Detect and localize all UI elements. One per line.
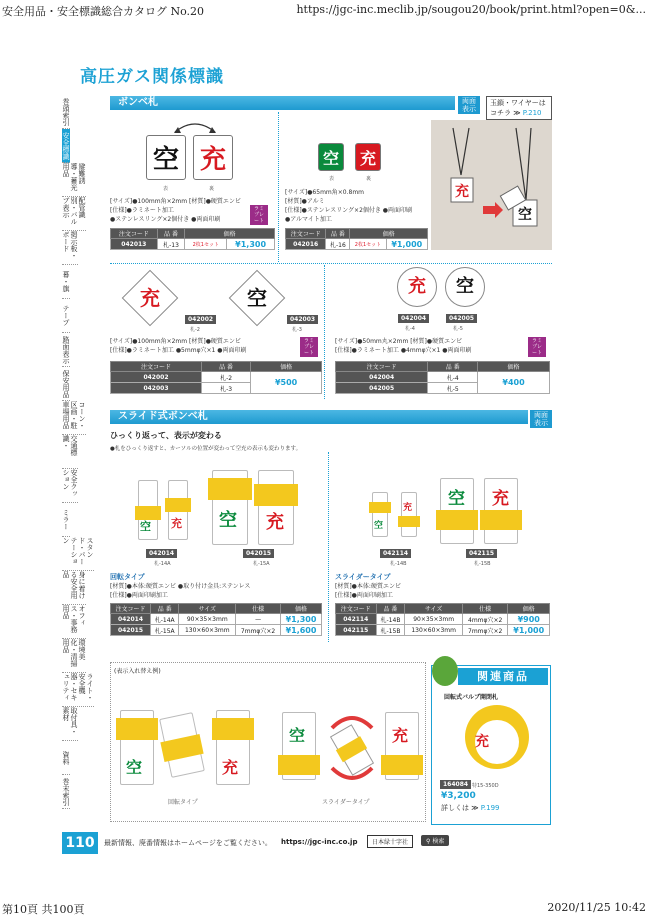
sidebar-tab[interactable]: ミラー [62, 503, 70, 537]
page-title: 高圧ガス関係標識 [80, 67, 224, 87]
print-datetime: 2020/11/25 10:42 [547, 901, 646, 914]
slide-lead: ひっくり返って、表示が変わる [110, 431, 222, 440]
sidebar-tab[interactable]: テープ [62, 299, 70, 333]
sidebar-tab[interactable]: 交通標識・ [62, 435, 78, 469]
sidebar-tab[interactable]: 保安用品 [62, 367, 70, 401]
search-icon: ⚲ [426, 838, 433, 845]
p2-sign-back: 充 [355, 143, 381, 171]
p4-price: ¥400 [478, 372, 550, 394]
sidebar-tab[interactable]: 路面表示 [62, 333, 70, 367]
p2-order-table: 注文コード 品 番 価格 042016 札-16 2枚1セット ¥1,000 [285, 228, 428, 250]
footer-brand[interactable]: 日本緑十字社 [367, 835, 413, 848]
slider-type-title: スライダータイプ [335, 573, 391, 581]
p4-order-table: 注文コード 品 番 価格 042004 札-4 ¥400 042005 札-5 [335, 361, 550, 394]
related-label: 玉鎖・ワイヤーは [490, 99, 546, 107]
slide-right-table: 注文コード 品 番 サイズ 仕様 価格 042114 札-14B 90×35×3mm 4mmφ穴×2 ¥900 042115 札-15B 130×60×3mm 7mmφ穴×2 ¥1,000 [335, 603, 550, 636]
sidebar-tab[interactable]: コーン・区画・駐車場用品 [62, 401, 86, 435]
page-info: 第10頁 共100頁 [2, 903, 85, 916]
sidebar-tab[interactable]: 安全クッション [62, 469, 78, 503]
p1-order-table: 注文コード 品 番 価格 042013 札-13 2枚1セット ¥1,300 [110, 228, 275, 250]
p1-sign-back: 充 [193, 135, 233, 180]
p2-price: ¥1,000 [386, 239, 427, 250]
p4-circle-back: 充 [397, 267, 437, 307]
mascot-icon [432, 656, 458, 686]
related-link-box[interactable]: 玉鎖・ワイヤーは コチラ ≫ P.210 [486, 96, 552, 120]
footer-note: 最新情報、廃番情報はホームページをご覧ください。 [104, 839, 272, 847]
doc-title: 安全用品・安全標識総合カタログ No.20 [2, 5, 205, 18]
slide-left-specs: [材質]●本体:硬質エンビ ●取り付け金具:ステンレス [仕様]●両面印刷加工 [110, 583, 251, 599]
p1-code[interactable]: 042013 [111, 239, 158, 250]
section-slide-header: スライド式ボンベ札 [110, 410, 528, 424]
sidebar-tab[interactable]: スタンド・パーテーション [62, 537, 94, 571]
sidebar [62, 95, 104, 809]
sidebar-tab[interactable]: 巻末索引 [62, 775, 70, 809]
p1-price: ¥1,300 [227, 239, 275, 250]
both-sides-tag: 両面表示 [458, 96, 480, 114]
related-code[interactable]: 164084 [440, 780, 471, 789]
p2-code[interactable]: 042016 [286, 239, 326, 250]
p3-price: ¥500 [251, 372, 322, 394]
slide-right-specs: [材質]●本体:硬質エンビ [仕様]●両面印刷加工 [335, 583, 401, 599]
p4-specs: [サイズ]●50mm丸×2mm [材質]●硬質エンビ [仕様]●ラミネート加工 ●4mmφ穴×1 ●両面印刷 [335, 338, 472, 354]
footer-search-button[interactable]: ⚲ 検索 [421, 835, 449, 846]
related-header: 関連商品 [458, 668, 548, 685]
sidebar-tab[interactable]: 避難誘導・蓄光用品 [62, 163, 86, 197]
browser-footer [0, 897, 650, 919]
page-number: 110 [62, 832, 98, 854]
doc-url[interactable]: https://jgc-inc.meclib.jp/sougou20/book/print.html?open=0&... [296, 3, 646, 16]
p2-specs: [サイズ]●65mm角×0.8mm [材質]●アルミ [仕様]●ステンレスリング×2個付き ●両面印刷 ●アルマイト加工 [285, 189, 413, 223]
related-price: ¥3,200 [441, 791, 476, 801]
browser-header [0, 0, 650, 20]
footer-url[interactable]: https://jgc-inc.co.jp [281, 838, 358, 846]
section-bombe-header: ボンベ札 [110, 96, 455, 110]
sidebar-tab[interactable]: 身に着ける安全用品 [62, 571, 86, 605]
slider-rotate-arrows [322, 708, 382, 788]
sidebar-tab[interactable]: 幕・旗 [62, 265, 70, 299]
svg-text:空: 空 [518, 207, 532, 223]
p4-circle-front: 空 [445, 267, 485, 307]
related-page[interactable]: P.210 [522, 109, 542, 117]
sidebar-tab[interactable]: 環境美化・清掃用品 [62, 639, 86, 673]
p3-specs: [サイズ]●100mm角×2mm [材質]●硬質エンビ [仕様]●ラミネート加工 ●5mmφ穴×1 ●両面印刷 [110, 338, 247, 354]
p3-order-table: 注文コード 品 番 価格 042002 札-2 ¥500 042003 札-3 [110, 361, 322, 394]
related-link[interactable]: コチラ [490, 109, 511, 117]
example-label: (表示入れ替え例) [114, 668, 161, 675]
sidebar-tab[interactable]: 資料 [62, 741, 70, 775]
sidebar-tab[interactable]: 配管識別・バルブ表示 [62, 197, 86, 231]
rotate-caption: 回転タイプ [168, 799, 198, 806]
p2-sign-front: 空 [318, 143, 344, 171]
sidebar-tab[interactable]: 安全標識 [62, 129, 70, 163]
p1-sign-front: 空 [146, 135, 186, 180]
related-detail-page[interactable]: P.199 [480, 804, 500, 812]
slider-caption: スライダータイプ [322, 799, 370, 806]
hanging-tags-photo [431, 120, 552, 250]
p1-omote: 表 [163, 186, 169, 192]
p1-specs: [サイズ]●100mm角×2mm [材質]●硬質エンビ [仕様]●ラミネート加工 ●ステンレスリング×2個付き ●両面印刷 [110, 198, 241, 223]
sidebar-tab[interactable]: オフィス・事務用品 [62, 605, 86, 639]
related-title: 回転式バルブ開閉札 [444, 694, 499, 701]
sidebar-tab[interactable]: 取付具・素材 [62, 707, 78, 741]
p1-lami-badge: ラミプレート [250, 205, 268, 225]
sidebar-tab[interactable]: 掲示板・ボード [62, 231, 78, 265]
slide-left-table: 注文コード 品 番 サイズ 仕様 価格 042014 札-14A 90×35×3mm — ¥1,300 042015 札-15A 130×60×3mm 7mmφ穴×2 ¥1,600 [110, 603, 322, 636]
slide-sub: ●札をひっくり返すと、カーソルの位置が変わって空充の表示も変わります。 [110, 446, 302, 452]
rotate-type-title: 回転タイプ [110, 573, 145, 581]
sidebar-tab[interactable]: 巻頭索引 [62, 95, 70, 129]
sidebar-tab[interactable]: ライト・安全機器・セキュリティ [62, 673, 94, 707]
p1-ura: 裏 [209, 186, 215, 192]
svg-text:充: 充 [455, 184, 469, 200]
